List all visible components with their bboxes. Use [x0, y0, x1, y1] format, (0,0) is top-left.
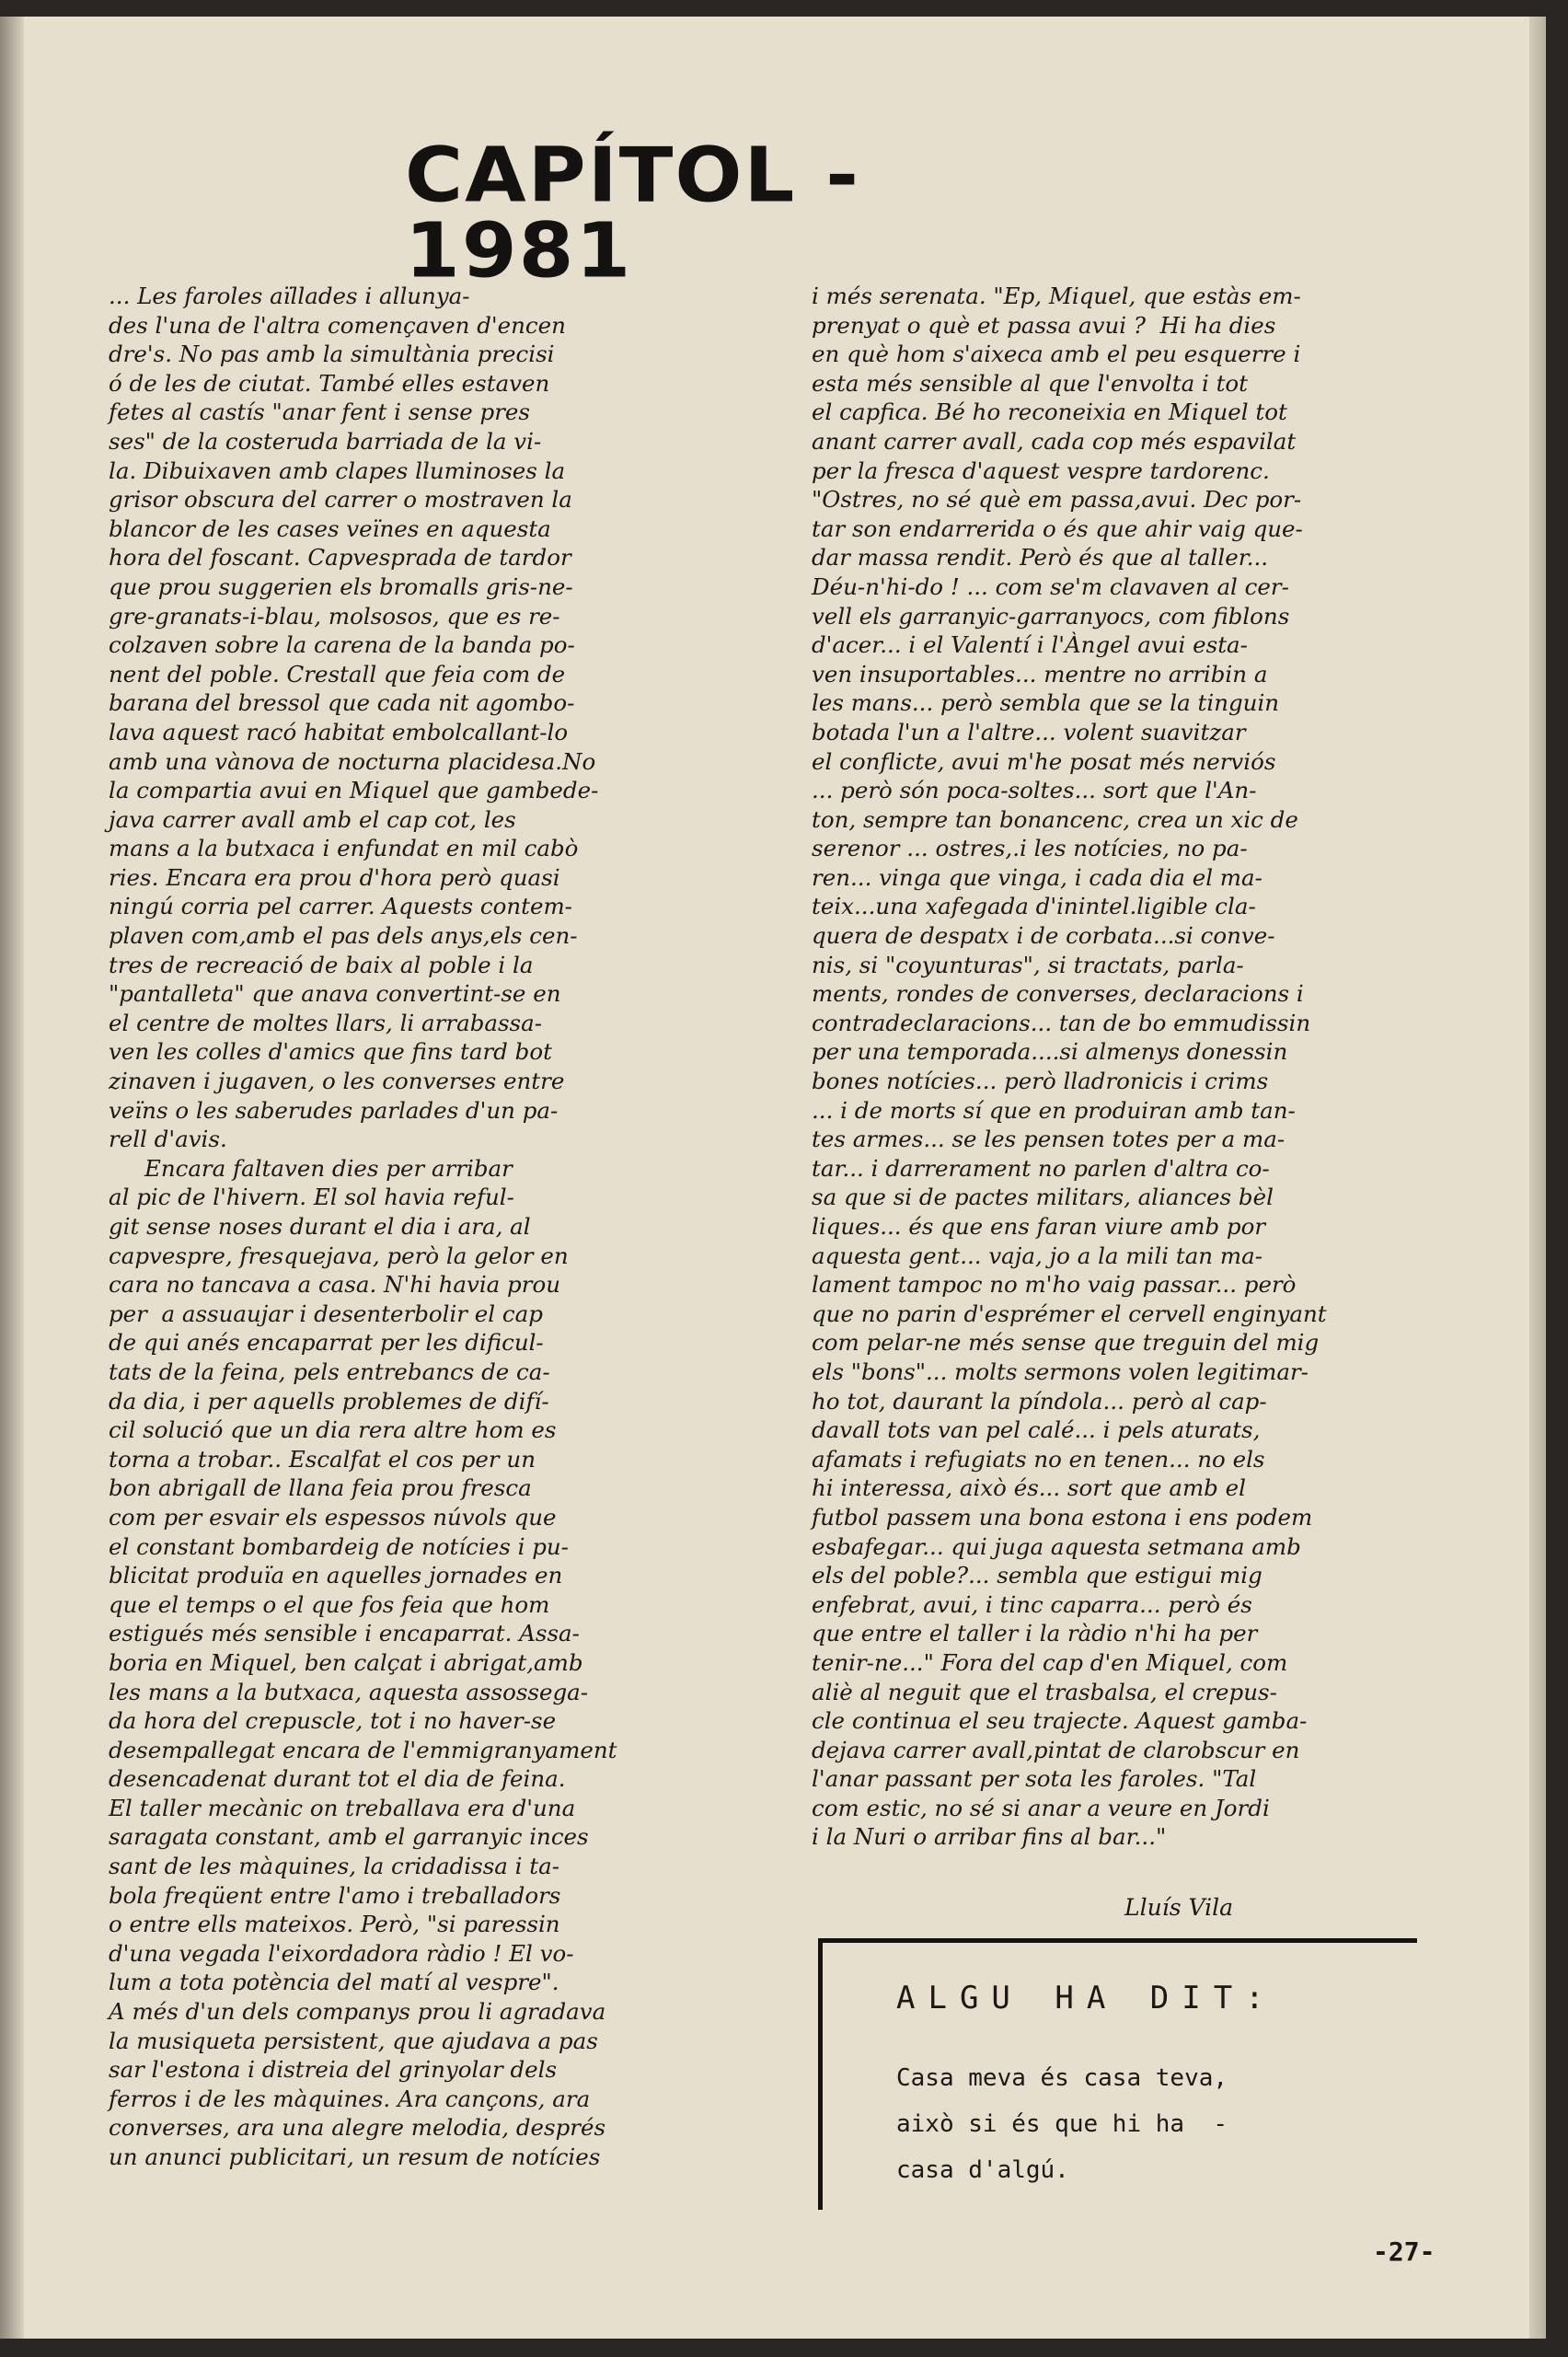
author-signature: Lluís Vila — [1124, 1894, 1233, 1921]
page-edge — [1529, 17, 1546, 2339]
quote-text: Casa meva és casa teva, això si és que hi ha - casa d'algú. — [896, 2064, 1228, 2184]
chapter-title: CAPÍTOL - 1981 — [405, 132, 860, 295]
quote-box — [818, 1938, 1417, 2210]
article-column-right: i més serenata. "Ep, Miquel, que estàs em- prenyat o què et passa avui ? Hi ha dies en què hom s'aixeca amb el peu esquerre i esta més sensible al que l'envolta i tot el capfica. Bé ho reconeixia en Miquel tot anant carrer avall, cada cop més espavilat per la fresca d'aquest vespre tardorenc. "Ostres, no sé què em passa,avui. Dec por- tar son endarrerida o és que ahir vaig que- dar massa rendit. Però és que al taller... Déu-n'hi-do ! ... com se'm clavaven al cer- vell els garranyic-garranyocs, com fiblons d'acer... i el Valentí i l'Àngel avui esta- ven insuportables... mentre no arribin a les mans... però sembla que se la tinguin botada l'un a l'altre... volent suavitzar el conflicte, avui m'he posat més nerviós ... però són poca-soltes... sort que l'An- ton, sempre tan bonancenc, crea un xic de serenor ... ostres,.i les notícies, no pa- ren... vinga que vinga, i cada dia el ma- teix...una xafegada d'inintel.ligible cla- quera de despatx i de corbata...si conve- nis, si "coyunturas", si tractats, parla- ments, rondes de converses, declaracions i contradeclaracions... tan de bo emmudissin per una temporada....si almenys donessin bones notícies... però lladronicis i crims ... i de morts sí que en produiran amb tan- tes armes... se les pensen totes per a ma- tar... i darrerament no parlen d'altra co- sa que si de pactes militars, aliances bèl liques... és que ens faran viure amb por aquesta gent... vaja, jo a la mili tan ma- lament tampoc no m'ho vaig passar... però que no parin d'esprémer el cervell enginyant com pelar-ne més sense que treguin del mig els "bons"... molts sermons volen legitimar- ho tot, daurant la píndola... però al cap- davall tots van pel calé... i pels aturats, afamats i refugiats no en tenen... no els hi interessa, això és... sort que amb el futbol passem una bona estona i ens podem esbafegar... qui juga aquesta setmana amb els del poble?... sembla que estigui mig enfebrat, avui, i tinc caparra... però és que entre el taller i la ràdio n'hi ha per tenir-ne..." Fora del cap d'en Miquel, com aliè al neguit que el trasbalsa, el crepus- cle continua el seu trajecte. Aquest gamba- dejava carrer avall,pintat de clarobscur en l'anar passant per sota les faroles. "Tal com estic, no sé si anar a veure en Jordi i la Nuri o arribar fins al bar..." — [812, 283, 1327, 1851]
article-column-left: ... Les faroles aïllades i allunya- des l'una de l'altra començaven d'encen dre's. No pas amb la simultània precisi ó de les de ciutat. També elles estaven fetes al castís "anar fent i sense pres ses" de la costeruda barriada de la vi- la. Dibuixaven amb clapes lluminoses la grisor obscura del carrer o mostraven la blancor de les cases veïnes en aquesta hora del foscant. Capvesprada de tardor que prou suggerien els bromalls gris-ne- gre-granats-i-blau, molsosos, que es re- colzaven sobre la carena de la banda po- nent del poble. Crestall que feia com de barana del bressol que cada nit agombo- lava aquest racó habitat embolcallant-lo amb una vànova de nocturna placidesa.No la compartia avui en Miquel que gambede- java carrer avall amb el cap cot, les mans a la butxaca i enfundat en mil cabò ries. Encara era prou d'hora però quasi ningú corria pel carrer. Aquests contem- plaven com,amb el pas dels anys,els cen- tres de recreació de baix al poble i la "pantalleta" que anava convertint-se en el centre de moltes llars, li arrabassa- ven les colles d'amics que fins tard bot zinaven i jugaven, o les converses entre veïns o les saberudes parlades d'un pa- rell d'avis. Encara faltaven dies per arribar al pic de l'hivern. El sol havia reful- git sense noses durant el dia i ara, al capvespre, fresquejava, però la gelor en cara no tancava a casa. N'hi havia prou per a assuaujar i desenterbolir el cap de qui anés encaparrat per les dificul- tats de la feina, pels entrebancs de ca- da dia, i per aquells problemes de difí- cil solució que un dia rera altre hom es torna a trobar.. Escalfat el cos per un bon abrigall de llana feia prou fresca com per esvair els espessos núvols que el constant bombardeig de notícies i pu- blicitat produïa en aquelles jornades en que el temps o el que fos feia que hom estigués més sensible i encaparrat. Assa- boria en Miquel, ben calçat i abrigat,amb les mans a la butxaca, aquesta assossega- da hora del crepuscle, tot i no haver-se desempallegat encara de l'emmigranyament desencadenat durant tot el dia de feina. El taller mecànic on treballava era d'una saragata constant, amb el garranyic inces sant de les màquines, la cridadissa i ta- bola freqüent entre l'amo i treballadors o entre ells mateixos. Però, "si paressin d'una vegada l'eixordadora ràdio ! El vo- lum a tota potència del matí al vespre". A més d'un dels companys prou li agradava la musiqueta persistent, que ajudava a pas sar l'estona i distreia del grinyolar dels ferros i de les màquines. Ara cançons, ara converses, ara una alegre melodia, després un anunci publicitari, un resum de notícies — [109, 283, 617, 2170]
quote-heading: ALGU HA DIT: — [896, 1980, 1277, 2016]
page-number: -27- — [1373, 2236, 1435, 2267]
magazine-page — [0, 17, 1546, 2339]
binding-spine — [0, 17, 24, 2339]
